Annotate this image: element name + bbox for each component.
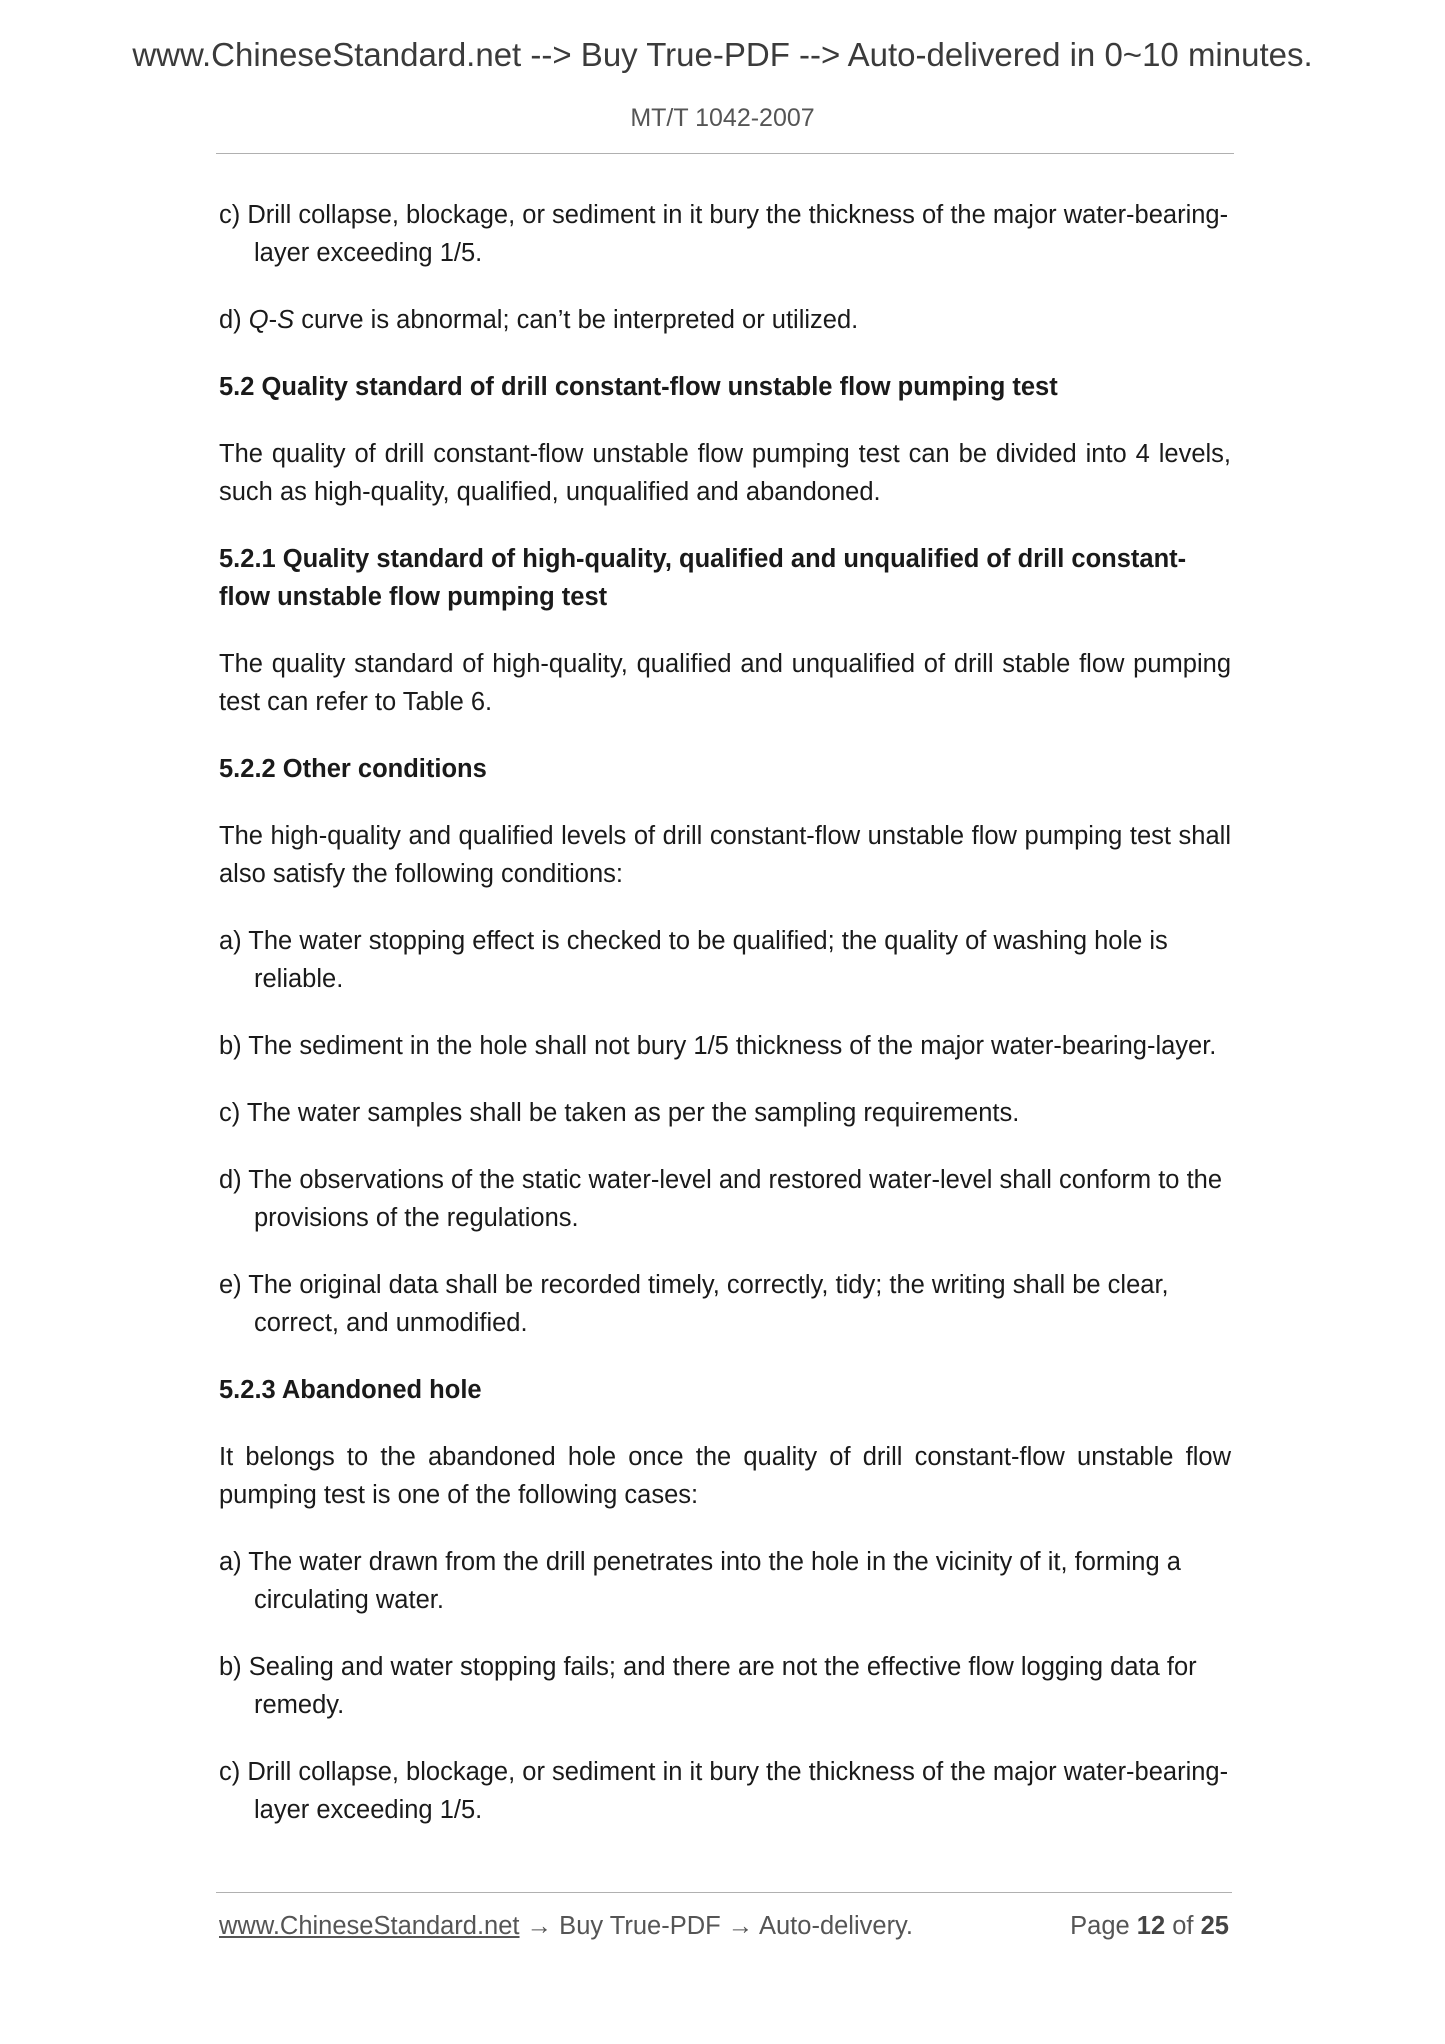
item-prefix: d) (219, 306, 249, 334)
of-word: of (1172, 1912, 1194, 1940)
q-symbol: Q (248, 306, 269, 334)
dash: - (268, 306, 278, 334)
list-item-d-qs-curve (219, 301, 1231, 339)
paragraph-5-2-2: The high-quality and qualified levels of drill constant-flow unstable flow pumping test shall also satisfy the following conditions: (219, 822, 1231, 888)
section-heading-5-2-1: 5.2.1 Quality standard of high-quality, qualified and unqualified of drill constant-flow unstable flow pumping test (219, 545, 1187, 611)
s-symbol: S (277, 306, 295, 334)
paragraph-5-2-3: It belongs to the abandoned hole once the quality of drill constant-flow unstable flow pumping test is one of the following cases: (219, 1443, 1231, 1509)
section-heading-5-2-2: 5.2.2 Other conditions (219, 755, 487, 783)
current-page-number: 12 (1136, 1912, 1166, 1940)
list-item-c-collapse: c) Drill collapse, blockage, or sediment in it bury the thickness of the major water-bearing-layer exceeding 1/5. (219, 201, 1229, 267)
list-item-c-water-samples: c) The water samples shall be taken as per the sampling requirements. (219, 1099, 1020, 1127)
list-item-e-original-data: e) The original data shall be recorded timely, correctly, tidy; the writing shall be clear, correct, and unmodified. (219, 1271, 1169, 1337)
header-divider (216, 153, 1234, 154)
footer-left (219, 1912, 913, 1941)
list-item-b-sediment: b) The sediment in the hole shall not bury 1/5 thickness of the major water-bearing-layer. (219, 1032, 1217, 1060)
section-heading-5-2-3: 5.2.3 Abandoned hole (219, 1376, 482, 1404)
section-heading-5-2: 5.2 Quality standard of drill constant-flow unstable flow pumping test (219, 373, 1058, 401)
list-item-a-water-stopping: a) The water stopping effect is checked to be qualified; the quality of washing hole is reliable. (219, 927, 1168, 993)
list-item-d-observations: d) The observations of the static water-level and restored water-level shall conform to the provisions of the regulations. (219, 1166, 1223, 1232)
paragraph-5-2-1: The quality standard of high-quality, qualified and unqualified of drill stable flow pumping test can refer to Table 6. (219, 650, 1231, 716)
list-item-c-collapse-repeat: c) Drill collapse, blockage, or sediment in it bury the thickness of the major water-bearing-layer exceeding 1/5. (219, 1758, 1229, 1824)
standard-number: MT/T 1042-2007 (630, 104, 815, 132)
document-body (219, 196, 1231, 1858)
list-item-b-sealing-fails: b) Sealing and water stopping fails; and there are not the effective flow logging data for remedy. (219, 1653, 1197, 1719)
page-indicator (1070, 1912, 1229, 1941)
footer-site-link[interactable]: www.ChineseStandard.net (219, 1912, 520, 1940)
footer-tail-text: → Buy True-PDF → Auto-delivery. (519, 1912, 913, 1940)
paragraph-5-2: The quality of drill constant-flow unstable flow pumping test can be divided into 4 levels, such as high-quality, qualified, unqualified and abandoned. (219, 440, 1231, 506)
banner-text: www.ChineseStandard.net --> Buy True-PDF --> Auto-delivered in 0~10 minutes. (132, 36, 1313, 73)
list-item-a-circulating-water: a) The water drawn from the drill penetrates into the hole in the vicinity of it, forming a circulating water. (219, 1548, 1181, 1614)
footer-divider (216, 1892, 1232, 1893)
page-word: Page (1070, 1912, 1130, 1940)
total-pages-number: 25 (1200, 1912, 1229, 1940)
item-text: curve is abnormal; can’t be interpreted or utilized. (294, 306, 859, 334)
